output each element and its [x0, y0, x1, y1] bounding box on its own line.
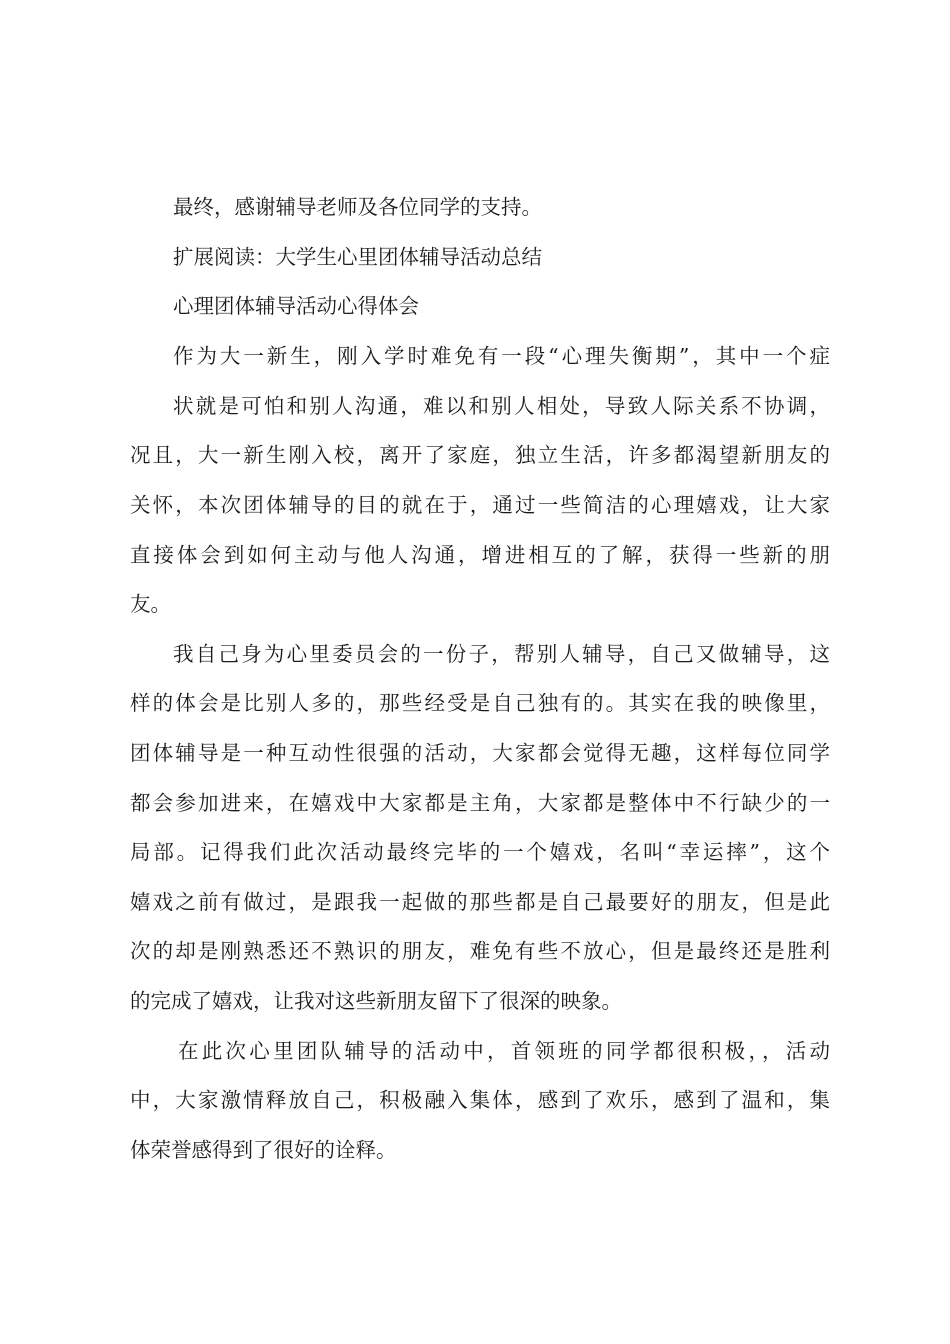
- paragraph-2-line-4: 都会参加进来，在嬉戏中大家都是主角，大家都是整体中不行缺少的一: [130, 791, 830, 815]
- paragraph-2-line-7: 次的却是刚熟悉还不熟识的朋友，难免有些不放心，但是最终还是胜利: [130, 939, 830, 963]
- paragraph-2-line-2: 样的体会是比别人多的，那些经受是自己独有的。其实在我的映像里，: [130, 691, 830, 715]
- paragraph-1-line-5: 直接体会到如何主动与他人沟通，增进相互的了解，获得一些新的朋: [130, 543, 830, 567]
- paragraph-3-line-2: 中，大家激情释放自己，积极融入集体，感到了欢乐，感到了温和，集: [130, 1088, 830, 1112]
- paragraph-1-line-2: 状就是可怕和别人沟通，难以和别人相处，导致人际关系不协调，: [173, 394, 830, 418]
- paragraph-3-line-3: 体荣誉感得到了很好的诠释。: [130, 1138, 397, 1162]
- paragraph-1-line-1: 作为大一新生，刚入学时难免有一段“心理失衡期”，其中一个症: [173, 344, 830, 368]
- paragraph-1-line-4: 关怀，本次团体辅导的目的就在于，通过一些简洁的心理嬉戏，让大家: [130, 493, 830, 517]
- paragraph-1-line-6: 友。: [130, 592, 171, 616]
- paragraph-2-line-8: 的完成了嬉戏，让我对这些新朋友留下了很深的映象。: [130, 989, 622, 1013]
- paragraph-2-line-1: 我自己身为心里委员会的一份子，帮别人辅导，自己又做辅导，这: [173, 642, 830, 666]
- extended-reading-heading: 扩展阅读：大学生心里团体辅导活动总结: [173, 245, 542, 269]
- paragraph-2-line-5: 局部。记得我们此次活动最终完毕的一个嬉戏，名叫“幸运摔”，这个: [130, 840, 830, 864]
- paragraph-2-line-6: 嬉戏之前有做过，是跟我一起做的那些都是自己最要好的朋友，但是此: [130, 890, 830, 914]
- closing-line: 最终，感谢辅导老师及各位同学的支持。: [173, 195, 542, 219]
- paragraph-3-line-1: 在此次心里团队辅导的活动中，首领班的同学都很积极，，活动: [178, 1039, 830, 1063]
- article-title: 心理团体辅导活动心得体会: [173, 294, 419, 318]
- paragraph-1-line-3: 况且，大一新生刚入校，离开了家庭，独立生活，许多都渴望新朋友的: [130, 443, 830, 467]
- paragraph-2-line-3: 团体辅导是一种互动性很强的活动，大家都会觉得无趣，这样每位同学: [130, 741, 830, 765]
